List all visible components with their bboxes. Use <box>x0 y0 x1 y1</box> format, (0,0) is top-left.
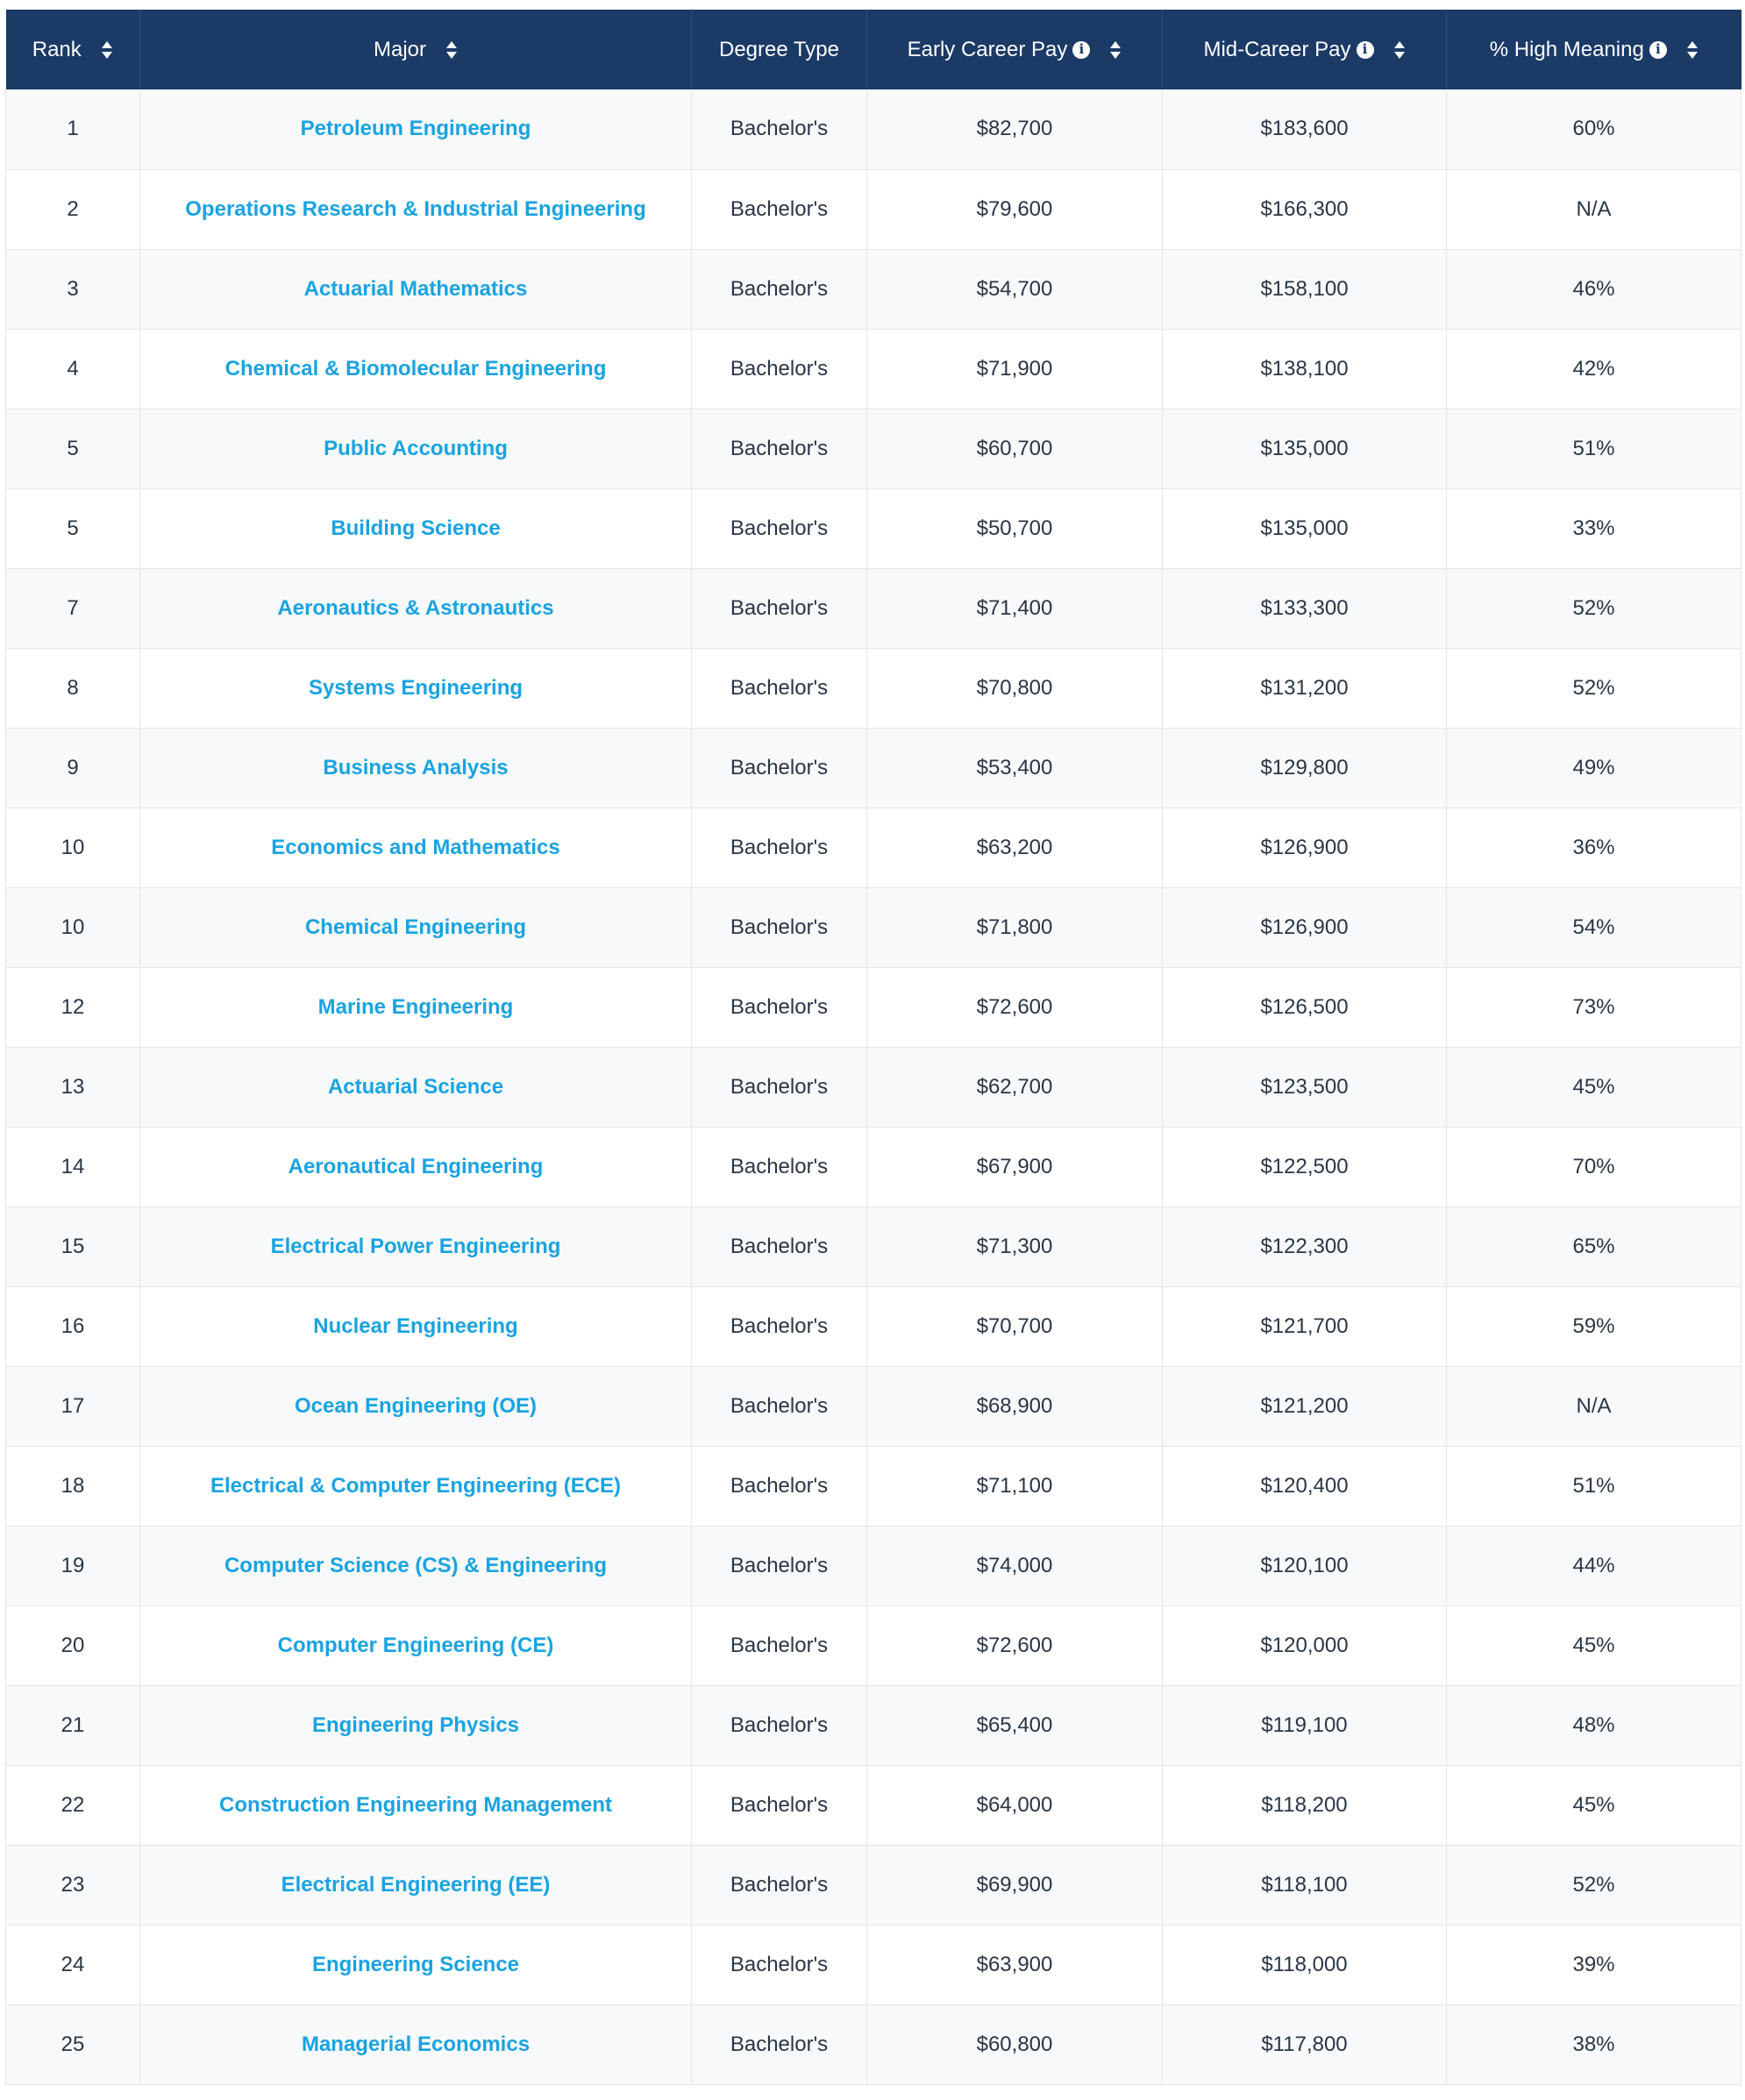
mid-career-pay-column-header[interactable] <box>1163 10 1447 89</box>
salary-table-container <box>5 10 1741 2085</box>
major-cell <box>140 1765 692 1845</box>
major-link[interactable]: Electrical Power Engineering <box>270 1234 561 1258</box>
degree-type-cell: Bachelor's <box>692 808 867 887</box>
table-row <box>6 169 1741 249</box>
early-career-pay-cell: $64,000 <box>867 1765 1163 1845</box>
early-career-pay-cell: $82,700 <box>867 89 1163 169</box>
mid-career-pay-cell: $166,300 <box>1163 169 1447 249</box>
major-link[interactable]: Chemical Engineering <box>304 915 527 939</box>
rank-cell: 17 <box>6 1366 140 1446</box>
table-row <box>6 887 1741 967</box>
major-link[interactable]: Engineering Physics <box>311 1712 520 1737</box>
rank-cell: 3 <box>6 249 140 329</box>
table-row <box>6 1765 1741 1845</box>
major-cell <box>140 1366 692 1446</box>
major-cell <box>140 488 692 568</box>
major-link[interactable]: Petroleum Engineering <box>300 117 531 141</box>
table-row <box>6 728 1741 808</box>
table-row <box>6 2004 1741 2084</box>
high-meaning-cell: N/A <box>1447 169 1741 249</box>
mid-career-pay-cell: $126,500 <box>1163 967 1447 1047</box>
high-meaning-header-label: % High Meaning <box>1489 37 1644 61</box>
degree-type-cell: Bachelor's <box>692 249 867 329</box>
early-career-pay-cell: $67,900 <box>867 1127 1163 1207</box>
mid-career-pay-header-label: Mid-Career Pay <box>1203 37 1351 61</box>
rank-cell: 1 <box>6 89 140 169</box>
high-meaning-cell: 70% <box>1447 1127 1741 1207</box>
rank-cell: 13 <box>6 1047 140 1127</box>
early-career-pay-cell: $62,700 <box>867 1047 1163 1127</box>
table-row <box>6 1446 1741 1526</box>
rank-cell: 16 <box>6 1286 140 1366</box>
high-meaning-cell: 38% <box>1447 2004 1741 2084</box>
mid-career-pay-cell: $135,000 <box>1163 488 1447 568</box>
mid-career-pay-cell: $138,100 <box>1163 329 1447 409</box>
table-row <box>6 1845 1741 1925</box>
table-row <box>6 1685 1741 1765</box>
major-link[interactable]: Operations Research & Industrial Engineering <box>185 196 646 221</box>
early-career-pay-cell: $71,300 <box>867 1207 1163 1286</box>
table-row <box>6 1207 1741 1286</box>
table-row <box>6 249 1741 329</box>
mid-career-pay-cell: $158,100 <box>1163 249 1447 329</box>
sort-arrows-icon[interactable] <box>1686 40 1699 60</box>
major-cell <box>140 1127 692 1207</box>
degree-type-cell: Bachelor's <box>692 887 867 967</box>
rank-cell: 14 <box>6 1127 140 1207</box>
early-career-pay-cell: $79,600 <box>867 169 1163 249</box>
table-row <box>6 1286 1741 1366</box>
table-row <box>6 648 1741 728</box>
rank-cell: 7 <box>6 568 140 648</box>
major-link[interactable]: Systems Engineering <box>308 675 524 700</box>
major-link[interactable]: Aeronautical Engineering <box>288 1154 544 1178</box>
degree-type-cell: Bachelor's <box>692 1845 867 1925</box>
major-cell <box>140 728 692 808</box>
major-link[interactable]: Aeronautics & Astronautics <box>277 595 554 620</box>
mid-career-pay-cell: $121,200 <box>1163 1366 1447 1446</box>
table-row <box>6 1047 1741 1127</box>
early-career-pay-column-header[interactable] <box>867 10 1163 89</box>
high-meaning-cell: 46% <box>1447 249 1741 329</box>
table-row <box>6 1605 1741 1685</box>
high-meaning-cell: 33% <box>1447 488 1741 568</box>
major-cell <box>140 1526 692 1605</box>
table-row <box>6 488 1741 568</box>
high-meaning-cell: 54% <box>1447 887 1741 967</box>
early-career-pay-cell: $50,700 <box>867 488 1163 568</box>
major-link[interactable]: Actuarial Science <box>327 1074 504 1099</box>
early-career-pay-cell: $71,400 <box>867 568 1163 648</box>
early-career-pay-cell: $70,800 <box>867 648 1163 728</box>
high-meaning-cell: 36% <box>1447 808 1741 887</box>
major-cell <box>140 329 692 409</box>
rank-cell: 12 <box>6 967 140 1047</box>
mid-career-pay-cell: $120,100 <box>1163 1526 1447 1605</box>
table-row <box>6 329 1741 409</box>
rank-cell: 21 <box>6 1685 140 1765</box>
mid-career-pay-cell: $183,600 <box>1163 89 1447 169</box>
major-cell <box>140 1207 692 1286</box>
major-cell <box>140 1925 692 2004</box>
info-icon[interactable]: i <box>1649 41 1667 59</box>
table-row <box>6 808 1741 887</box>
mid-career-pay-cell: $118,000 <box>1163 1925 1447 2004</box>
major-link[interactable]: Ocean Engineering (OE) <box>294 1393 538 1418</box>
degree-type-cell: Bachelor's <box>692 1925 867 2004</box>
major-link[interactable]: Engineering Science <box>311 1952 520 1976</box>
degree-type-cell: Bachelor's <box>692 89 867 169</box>
high-meaning-cell: 39% <box>1447 1925 1741 2004</box>
early-career-pay-cell: $71,100 <box>867 1446 1163 1526</box>
major-link[interactable]: Business Analysis <box>323 755 509 779</box>
rank-cell: 24 <box>6 1925 140 2004</box>
rank-cell: 20 <box>6 1605 140 1685</box>
mid-career-pay-cell: $123,500 <box>1163 1047 1447 1127</box>
degree-type-cell: Bachelor's <box>692 409 867 488</box>
major-link[interactable]: Marine Engineering <box>317 994 514 1019</box>
rank-cell: 19 <box>6 1526 140 1605</box>
table-row <box>6 89 1741 169</box>
major-cell <box>140 967 692 1047</box>
degree-type-cell: Bachelor's <box>692 1366 867 1446</box>
major-link[interactable]: Managerial Economics <box>301 2032 531 2056</box>
rank-cell: 2 <box>6 169 140 249</box>
rank-cell: 10 <box>6 887 140 967</box>
sort-arrows-icon[interactable] <box>1393 40 1406 60</box>
rank-cell: 8 <box>6 648 140 728</box>
rank-cell: 4 <box>6 329 140 409</box>
degree-type-cell: Bachelor's <box>692 1047 867 1127</box>
early-career-pay-cell: $72,600 <box>867 1605 1163 1685</box>
early-career-pay-cell: $72,600 <box>867 967 1163 1047</box>
mid-career-pay-cell: $129,800 <box>1163 728 1447 808</box>
early-career-pay-cell: $60,800 <box>867 2004 1163 2084</box>
early-career-pay-cell: $68,900 <box>867 1366 1163 1446</box>
degree-type-cell: Bachelor's <box>692 2004 867 2084</box>
mid-career-pay-cell: $119,100 <box>1163 1685 1447 1765</box>
degree-type-cell: Bachelor's <box>692 728 867 808</box>
early-career-pay-cell: $63,200 <box>867 808 1163 887</box>
major-link[interactable]: Actuarial Mathematics <box>303 276 528 301</box>
mid-career-pay-cell: $135,000 <box>1163 409 1447 488</box>
major-cell <box>140 89 692 169</box>
degree-type-cell: Bachelor's <box>692 1526 867 1605</box>
degree-type-cell: Bachelor's <box>692 329 867 409</box>
rank-cell: 18 <box>6 1446 140 1526</box>
degree-type-cell: Bachelor's <box>692 1765 867 1845</box>
table-row <box>6 409 1741 488</box>
salary-table <box>5 10 1741 2085</box>
early-career-pay-header-label: Early Career Pay <box>907 37 1068 61</box>
major-link[interactable]: Computer Engineering (CE) <box>277 1633 554 1657</box>
degree-type-cell: Bachelor's <box>692 568 867 648</box>
sort-arrows-icon[interactable] <box>1109 40 1122 60</box>
mid-career-pay-cell: $118,100 <box>1163 1845 1447 1925</box>
major-cell <box>140 1845 692 1925</box>
major-cell <box>140 808 692 887</box>
major-cell <box>140 1446 692 1526</box>
mid-career-pay-cell: $126,900 <box>1163 887 1447 967</box>
major-cell <box>140 1286 692 1366</box>
table-header-row <box>6 10 1741 89</box>
degree-type-column-header <box>692 10 867 89</box>
high-meaning-cell: 45% <box>1447 1047 1741 1127</box>
rank-cell: 15 <box>6 1207 140 1286</box>
high-meaning-cell: 44% <box>1447 1526 1741 1605</box>
major-link[interactable]: Economics and Mathematics <box>271 835 560 859</box>
degree-type-cell: Bachelor's <box>692 967 867 1047</box>
high-meaning-cell: 59% <box>1447 1286 1741 1366</box>
major-cell <box>140 169 692 249</box>
major-link[interactable]: Electrical Engineering (EE) <box>281 1872 551 1897</box>
early-career-pay-cell: $63,900 <box>867 1925 1163 2004</box>
major-cell <box>140 409 692 488</box>
rank-cell: 10 <box>6 808 140 887</box>
high-meaning-cell: 52% <box>1447 568 1741 648</box>
mid-career-pay-cell: $122,500 <box>1163 1127 1447 1207</box>
mid-career-pay-cell: $126,900 <box>1163 808 1447 887</box>
info-icon[interactable]: i <box>1357 41 1374 59</box>
high-meaning-cell: 60% <box>1447 89 1741 169</box>
sort-arrows-icon[interactable] <box>445 40 458 60</box>
early-career-pay-cell: $60,700 <box>867 409 1163 488</box>
degree-type-cell: Bachelor's <box>692 648 867 728</box>
mid-career-pay-cell: $133,300 <box>1163 568 1447 648</box>
early-career-pay-cell: $74,000 <box>867 1526 1163 1605</box>
rank-cell: 25 <box>6 2004 140 2084</box>
degree-type-cell: Bachelor's <box>692 1286 867 1366</box>
major-column-header[interactable] <box>140 10 692 89</box>
mid-career-pay-cell: $120,000 <box>1163 1605 1447 1685</box>
rank-cell: 23 <box>6 1845 140 1925</box>
major-link[interactable]: Chemical & Biomolecular Engineering <box>224 356 607 381</box>
high-meaning-cell: 51% <box>1447 409 1741 488</box>
mid-career-pay-cell: $117,800 <box>1163 2004 1447 2084</box>
major-cell <box>140 887 692 967</box>
early-career-pay-cell: $54,700 <box>867 249 1163 329</box>
table-row <box>6 967 1741 1047</box>
high-meaning-cell: 51% <box>1447 1446 1741 1526</box>
table-row <box>6 1366 1741 1446</box>
degree-type-cell: Bachelor's <box>692 1127 867 1207</box>
early-career-pay-cell: $69,900 <box>867 1845 1163 1925</box>
table-row <box>6 1127 1741 1207</box>
major-link[interactable]: Public Accounting <box>324 436 508 460</box>
degree-type-cell: Bachelor's <box>692 1207 867 1286</box>
rank-cell: 9 <box>6 728 140 808</box>
major-link[interactable]: Computer Science (CS) & Engineering <box>224 1553 608 1577</box>
major-cell <box>140 648 692 728</box>
high-meaning-cell: 52% <box>1447 1845 1741 1925</box>
rank-column-header[interactable] <box>6 10 140 89</box>
rank-cell: 22 <box>6 1765 140 1845</box>
table-row <box>6 1925 1741 2004</box>
high-meaning-cell: 45% <box>1447 1605 1741 1685</box>
degree-type-cell: Bachelor's <box>692 169 867 249</box>
early-career-pay-cell: $71,900 <box>867 329 1163 409</box>
early-career-pay-cell: $53,400 <box>867 728 1163 808</box>
rank-cell: 5 <box>6 409 140 488</box>
early-career-pay-cell: $70,700 <box>867 1286 1163 1366</box>
early-career-pay-cell: $65,400 <box>867 1685 1163 1765</box>
mid-career-pay-cell: $121,700 <box>1163 1286 1447 1366</box>
mid-career-pay-cell: $122,300 <box>1163 1207 1447 1286</box>
high-meaning-cell: 65% <box>1447 1207 1741 1286</box>
high-meaning-cell: N/A <box>1447 1366 1741 1446</box>
major-cell <box>140 2004 692 2084</box>
high-meaning-cell: 52% <box>1447 648 1741 728</box>
degree-type-cell: Bachelor's <box>692 1446 867 1526</box>
table-row <box>6 1526 1741 1605</box>
high-meaning-cell: 45% <box>1447 1765 1741 1845</box>
major-cell <box>140 568 692 648</box>
major-link[interactable]: Electrical & Computer Engineering (ECE) <box>210 1473 622 1498</box>
sort-arrows-icon[interactable] <box>101 40 113 60</box>
high-meaning-cell: 49% <box>1447 728 1741 808</box>
major-link[interactable]: Building Science <box>331 516 501 540</box>
major-cell <box>140 249 692 329</box>
early-career-pay-cell: $71,800 <box>867 887 1163 967</box>
table-row <box>6 568 1741 648</box>
major-link[interactable]: Nuclear Engineering <box>313 1313 518 1338</box>
high-meaning-column-header[interactable] <box>1447 10 1741 89</box>
high-meaning-cell: 73% <box>1447 967 1741 1047</box>
mid-career-pay-cell: $131,200 <box>1163 648 1447 728</box>
degree-type-cell: Bachelor's <box>692 1685 867 1765</box>
table-body <box>6 89 1741 2084</box>
degree-type-cell: Bachelor's <box>692 1605 867 1685</box>
major-header-label: Major <box>373 37 426 61</box>
major-cell <box>140 1047 692 1127</box>
rank-cell: 5 <box>6 488 140 568</box>
rank-header-label: Rank <box>32 37 82 61</box>
high-meaning-cell: 42% <box>1447 329 1741 409</box>
info-icon[interactable]: i <box>1072 41 1090 59</box>
major-cell <box>140 1605 692 1685</box>
degree-type-cell: Bachelor's <box>692 488 867 568</box>
degree-type-header-label: Degree Type <box>719 37 839 61</box>
mid-career-pay-cell: $118,200 <box>1163 1765 1447 1845</box>
high-meaning-cell: 48% <box>1447 1685 1741 1765</box>
major-cell <box>140 1685 692 1765</box>
major-link[interactable]: Construction Engineering Management <box>218 1792 613 1817</box>
mid-career-pay-cell: $120,400 <box>1163 1446 1447 1526</box>
